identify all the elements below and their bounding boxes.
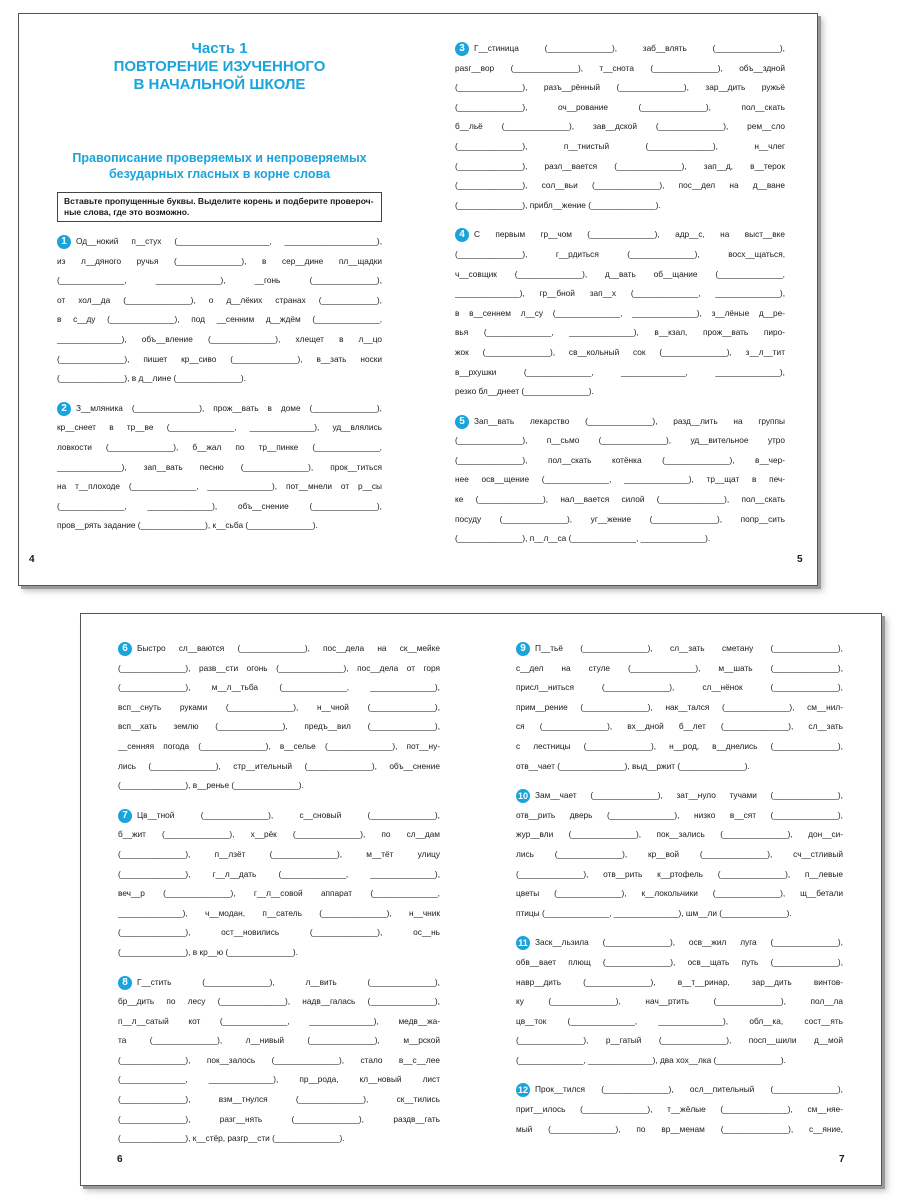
exercise-line: птицы (______________, ______________), шм__ли (______________). [516,907,792,918]
exercise-line: П__тьё (______________), сл__зать сметану (______________), [535,643,843,653]
exercise-line: жур__вли (______________), пок__зались (______________), дон__си- [516,829,843,840]
exercise-line: бр__дить по лесу (______________), надв__галась (______________), [118,996,440,1007]
section-title [57,150,382,182]
exercise-line: (______________), оч__рование (______________), пол__скать [455,101,785,112]
exercise-line: из л__дяного ручья (______________), в сер__дине пл__щадки [57,255,382,266]
exercise-number-badge: 5 [455,415,469,429]
part-title-line-1: Часть 1 [191,40,248,57]
exercise-line: ловкости (______________), б__жал по тр__пинке (______________, [57,441,382,452]
exercise-line: п__л__сатый кот (______________, ______________), медв__жа- [118,1015,440,1026]
exercise-line: обв__вает плющ (______________), осв__щать путь (______________), [516,956,843,967]
exercise-line: (______________, ______________), __гонь (______________), [57,275,382,286]
exercise-line: (______________), разъ__рённый (______________), зар__дить ружьё [455,82,785,93]
exercise-line: (______________), в кр__ю (______________). [118,946,298,957]
exercise-number-badge: 11 [516,936,530,950]
exercise-number-badge: 6 [118,642,132,656]
exercise-line: (______________, ______________), пр__рода, кл__новый лист [118,1074,440,1085]
exercise-line: Зам__чает (______________), зат__нуло тучами (______________), [535,790,843,801]
exercise-line: всп__хать землю (______________), предъ__вил (______________), [118,721,440,732]
exercise-line: Зап__вать лекарство (______________), разд__лить на группы [474,415,785,426]
exercise-number-badge: 8 [118,976,132,990]
section-title-line-2: безударных гласных в корне слова [108,167,331,181]
exercise-line: ся (______________), вх__дной б__лет (______________), сл__зать [516,721,843,732]
exercise-line: (______________), пишет кр__сиво (______________), в__зать носки [57,353,382,364]
exercise-5 [455,412,785,549]
page-number-5: 5 [797,554,803,565]
exercise-line: б__льё (______________), зав__дской (______________), рем__сло [455,121,785,132]
exercise-line: (______________), отв__рить к__ртофель (______________), п__левые [516,868,843,879]
page-7 [516,614,843,1139]
exercise-line: (______________), ост__новились (______________), ос__нь [118,927,440,938]
exercise-line: присл__ниться (______________), сл__нёнок (______________), [516,682,843,693]
exercise-line: Цв__тной (______________), с__сновый (______________), [137,809,440,820]
exercise-line: в__рхушки (______________, ______________, ______________), [455,366,785,377]
exercise-number-badge: 9 [516,642,530,656]
exercise-line: (______________), п__сьмо (______________), уд__вительное утро [455,435,785,446]
exercise-8 [118,973,440,1149]
exercise-3 [455,39,785,215]
instruction-line-2: ные слова, где это возможно. [64,207,190,217]
exercise-line: (______________), сол__вьи (______________), пос__дел на д__ване [455,180,785,191]
exercise-line: жок (______________), св__кольный сок (______________), з__л__тит [455,346,785,357]
exercise-line: та (______________), л__нивый (______________), м__рской [118,1035,440,1046]
exercise-line: в в__сеннем л__су (______________, ______________), з__лёные д__ре- [455,307,785,318]
page-number-7: 7 [839,1154,845,1165]
exercise-number-badge: 12 [517,1085,528,1096]
exercise-line: мый (______________), по вр__менам (______________), с__яние, [516,1123,843,1134]
section-title-line-1: Правописание проверяемых и непроверяемых [72,151,367,165]
exercise-line: ______________), гр__бной зап__х (______________, ______________), [455,288,785,299]
exercise-line: отв__рить дверь (______________), низко в__сят (______________), [516,809,843,820]
part-title-line-3: В НАЧАЛЬНОЙ ШКОЛЕ [133,76,306,93]
exercise-line: (______________), пок__залось (______________), стало в__с__лее [118,1054,440,1065]
exercise-line: всп__снуть руками (______________), н__чной (______________), [118,701,440,712]
exercise-line: (______________), в__ренье (______________). [118,780,304,791]
exercise-line: с лестницы (______________), н__род, в__днелись (______________), [516,740,843,751]
exercise-line: (______________), разл__вается (______________), зап__д, в__терок [455,160,785,171]
exercise-line: (______________), р__гатый (______________), посп__шили д__мой [516,1035,843,1046]
exercise-line: Г__стиница (______________), заб__влять (______________), [474,43,785,53]
exercise-line: (______________), пол__скать котёнка (______________), в__чер- [455,454,785,465]
exercise-line: (______________), в д__лине (______________). [57,373,246,384]
page-5 [455,14,785,549]
exercise-line: (______________), п__л__са (______________, ______________). [455,533,711,544]
exercise-12 [516,1080,843,1139]
exercise-line: (______________), разг__нять (______________), раздв__гать [118,1113,440,1124]
exercise-line: (______________), взм__тнулся (______________), ск__тились [118,1094,440,1105]
exercise-line: ______________), объ__вление (______________), хлещет в л__цо [57,333,382,344]
exercise-line: __сенняя погода (______________), в__селье (______________), пот__ну- [118,740,440,751]
exercise-number-badge: 3 [455,42,469,56]
exercise-line: (______________, ______________), объ__снение (______________), [57,500,382,511]
exercise-line: (______________), г__рдиться (______________), восх__щаться, [455,248,785,259]
exercise-line: (______________), п__лзёт (______________), м__тёт улицу [118,848,440,859]
exercise-line: ______________), зап__вать песню (______________), прок__титься [57,461,382,472]
exercise-line: навр__дить (______________), в__т__ринар, зар__дить винтов- [516,976,843,987]
exercise-11 [516,933,843,1070]
exercise-line: (______________), прибл__жение (______________). [455,199,661,210]
exercise-line: прим__рение (______________), нак__тался (______________), см__нил- [516,701,843,712]
exercise-number-badge: 2 [57,402,71,416]
exercise-line: Быстро сл__ваются (______________), пос__дела на ск__мейке [137,643,440,653]
exercise-4 [455,225,785,401]
exercise-line: вья (______________, ______________), в__кзал, прож__вать пиро- [455,327,785,338]
exercise-line: Прок__тился (______________), осл__пительный (______________), [535,1084,843,1095]
exercise-line: (______________), п__тнистый (______________), н__члег [455,140,785,151]
page-6 [118,614,440,1149]
page-number-4: 4 [29,554,35,565]
exercise-line: посуду (______________), уг__жение (______________), попр__сить [455,513,785,524]
page-4 [57,14,382,536]
exercise-line: лись (______________), стр__ительный (______________), объ__снение [118,760,440,771]
exercise-line: лись (______________), кр__вой (______________), сч__стливый [516,848,843,859]
exercise-1 [57,232,382,389]
exercise-number-badge: 4 [455,228,469,242]
exercise-line: ку (______________), нач__ртить (______________), пол__ла [516,996,843,1007]
spread-pages-6-7 [80,613,882,1186]
exercise-line: пров__рять задание (______________), к__сьба (______________). [57,520,318,531]
exercise-line: раsг__вор (______________), т__снота (______________), объ__здной [455,62,785,73]
exercise-line: кр__снеет в тр__ве (______________, ______________), уд__влялись [57,422,382,433]
exercise-line: Заск__льзила (______________), осв__жил луга (______________), [535,937,843,948]
exercise-line: (______________), г__л__дать (______________, ______________), [118,868,440,879]
exercise-line: цветы (______________), к__локольчики (______________), щ__бетали [516,888,843,899]
exercise-6 [118,639,440,796]
exercise-line: ______________), ч__модан, п__сатель (______________), н__чник [118,907,440,918]
exercise-line: ч__совщик (______________), д__вать об__щание (______________, [455,268,785,279]
exercise-line: резко бл__днеет (______________). [455,386,594,397]
exercise-line: отв__чает (______________), выд__ржит (______________). [516,760,750,771]
exercise-line: с__дел на стуле (______________), м__шать (______________), [516,662,843,673]
spread-pages-4-5 [18,13,818,586]
exercise-line: веч__р (______________), г__л__совой аппарат (______________, [118,888,440,899]
part-title-line-2: ПОВТОРЕНИЕ ИЗУЧЕННОГО [113,58,326,75]
page-number-6: 6 [117,1154,123,1165]
instruction-box [57,192,382,222]
exercise-line: Од__нокий п__стух (____________________, ____________________), [76,236,382,246]
exercise-line: (______________), разв__сти огонь (______________), пос__дела от горя [118,662,440,673]
exercise-line: ке (______________), нал__вается силой (______________), пол__скать [455,494,785,505]
exercise-line: (______________, ______________), два хох__лка (______________). [516,1054,786,1065]
part-title [57,40,382,94]
instruction-line-1: Вставьте пропущенные буквы. Выделите корень и подберите провероч- [64,196,374,206]
exercise-line: б__жит (______________), х__рёк (______________), по сл__дам [118,829,440,840]
exercise-number-badge: 7 [118,809,132,823]
exercise-line: в с__ду (______________), под __сенним д__ждём (______________, [57,314,382,325]
exercise-line: прит__илось (______________), т__жёлые (______________), см__няе- [516,1104,843,1115]
exercise-2 [57,399,382,536]
exercise-line: нее осв__щение (______________, ______________), тр__щат в печ- [455,474,785,485]
exercise-7 [118,806,440,963]
exercise-line: от хол__да (______________), о д__лёких странах (____________), [57,294,382,305]
exercise-number-badge: 1 [57,235,71,249]
exercise-line: (______________), к__стёр, разгр__сти (______________). [118,1133,345,1144]
exercise-line: на т__плоходе (______________, ______________), пот__мнели от р__сы [57,481,382,492]
exercise-number-badge: 10 [517,791,528,802]
exercise-line: цв__ток (______________, ______________), обл__ка, сост__ять [516,1015,843,1026]
exercise-10 [516,786,843,923]
exercise-line: (______________), м__л__тьба (______________, ______________), [118,682,440,693]
exercise-line: Г__стить (______________), л__вить (______________), [137,976,440,987]
exercise-9 [516,639,843,776]
exercise-line: С первым гр__чом (______________), адр__с, на выст__вке [474,229,785,240]
exercise-line: З__мляника (______________), прож__вать в доме (______________), [76,402,382,413]
